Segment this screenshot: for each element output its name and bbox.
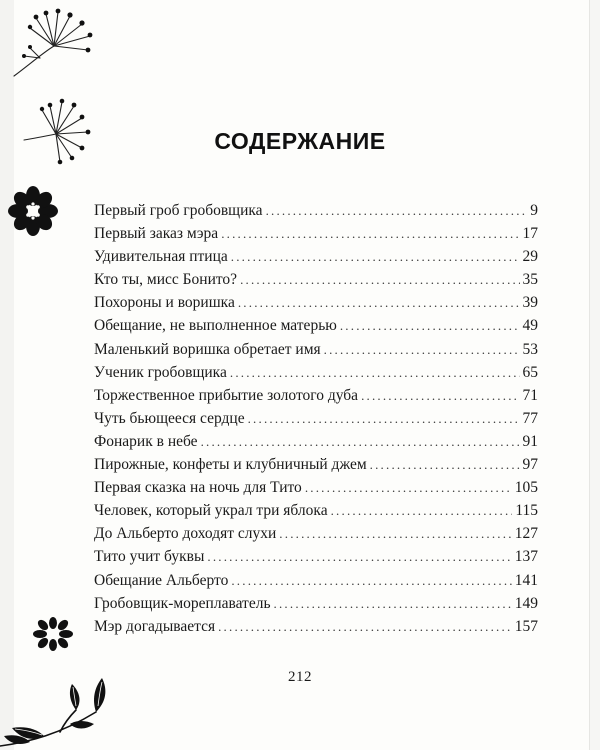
toc-entry-page: 91 bbox=[522, 432, 538, 450]
toc-entry-page: 35 bbox=[522, 271, 538, 289]
toc-entry-title: Гробовщик-мореплаватель bbox=[94, 594, 271, 612]
toc-entry-title: Человек, который украл три яблока bbox=[94, 502, 328, 520]
toc-entry[interactable] bbox=[94, 569, 538, 592]
toc-leader-dots bbox=[274, 592, 512, 615]
toc-entry-page: 141 bbox=[514, 571, 538, 589]
toc-entry-title: Удивительная птица bbox=[94, 248, 228, 266]
toc-leader-dots bbox=[238, 291, 520, 314]
toc-entry[interactable] bbox=[94, 545, 538, 568]
toc-entry-page: 149 bbox=[514, 594, 538, 612]
toc-leader-dots bbox=[266, 199, 528, 222]
toc-entry-title: Обещание, не выполненное матерью bbox=[94, 317, 337, 335]
toc-entry-title: Первый заказ мэра bbox=[94, 225, 219, 243]
toc-entry[interactable] bbox=[94, 407, 538, 430]
toc-entry[interactable] bbox=[94, 430, 538, 453]
toc-entry-title: Похороны и воришка bbox=[94, 294, 235, 312]
toc-entry-title: Мэр догадывается bbox=[94, 617, 216, 635]
toc-entry[interactable] bbox=[94, 245, 538, 268]
toc-entry-page: 77 bbox=[522, 409, 538, 427]
toc-leader-dots bbox=[361, 384, 519, 407]
toc-entry-title: Первая сказка на ночь для Тито bbox=[94, 479, 302, 497]
toc-entry-page: 127 bbox=[514, 525, 538, 543]
toc-entry-title: Тито учит буквы bbox=[94, 548, 205, 566]
toc-entry[interactable] bbox=[94, 499, 538, 522]
toc-entry[interactable] bbox=[94, 476, 538, 499]
toc-entry[interactable] bbox=[94, 592, 538, 615]
toc-entry[interactable] bbox=[94, 291, 538, 314]
black-flower-icon bbox=[8, 186, 58, 236]
toc-entry-title: Обещание Альберто bbox=[94, 571, 229, 589]
toc-entry-page: 9 bbox=[530, 202, 538, 219]
toc-entry-page: 49 bbox=[522, 317, 538, 335]
toc-entry[interactable] bbox=[94, 453, 538, 476]
toc-entry-page: 97 bbox=[522, 456, 538, 474]
toc-entry[interactable] bbox=[94, 615, 538, 638]
toc-entry-page: 29 bbox=[522, 248, 538, 266]
toc-entry[interactable] bbox=[94, 222, 538, 245]
toc-entry-page: 53 bbox=[522, 340, 538, 358]
toc-leader-dots bbox=[279, 522, 511, 545]
toc-entry[interactable] bbox=[94, 199, 538, 222]
toc-entry[interactable] bbox=[94, 522, 538, 545]
toc-leader-dots bbox=[331, 499, 513, 522]
toc-leader-dots bbox=[231, 569, 511, 592]
toc-leader-dots bbox=[324, 338, 520, 361]
page-edge bbox=[589, 0, 600, 750]
page-number: 212 bbox=[288, 669, 312, 685]
toc-leader-dots bbox=[218, 615, 512, 638]
toc-entry-page: 137 bbox=[514, 548, 538, 566]
toc-entry[interactable] bbox=[94, 338, 538, 361]
toc-entry-page: 39 bbox=[522, 294, 538, 312]
page-title: СОДЕРЖАНИЕ bbox=[214, 128, 386, 154]
table-of-contents bbox=[94, 199, 538, 638]
toc-entry-title: Первый гроб гробовщика bbox=[94, 202, 263, 219]
toc-leader-dots bbox=[370, 453, 520, 476]
toc-leader-dots bbox=[207, 545, 511, 568]
toc-leader-dots bbox=[201, 430, 520, 453]
toc-entry-title: Чуть бьющееся сердце bbox=[94, 409, 245, 427]
toc-entry[interactable] bbox=[94, 268, 538, 291]
toc-entry[interactable] bbox=[94, 314, 538, 337]
toc-leader-dots bbox=[248, 407, 520, 430]
small-flower-icon bbox=[33, 617, 73, 651]
toc-entry-page: 71 bbox=[522, 386, 538, 404]
toc-entry-title: Ученик гробовщика bbox=[94, 363, 227, 381]
toc-leader-dots bbox=[240, 268, 519, 291]
toc-entry-title: Пирожные, конфеты и клубничный джем bbox=[94, 456, 367, 474]
toc-entry-page: 157 bbox=[514, 617, 538, 635]
toc-entry-title: До Альберто доходят слухи bbox=[94, 525, 277, 543]
toc-entry-page: 65 bbox=[522, 363, 538, 381]
leaf-branch-icon bbox=[0, 672, 120, 750]
toc-entry[interactable] bbox=[94, 361, 538, 384]
toc-entry[interactable] bbox=[94, 384, 538, 407]
dandelion-sprig-icon bbox=[10, 4, 100, 78]
toc-entry-page: 105 bbox=[514, 479, 538, 497]
toc-entry-title: Фонарик в небе bbox=[94, 432, 198, 450]
page-gutter bbox=[0, 0, 14, 750]
toc-entry-page: 17 bbox=[522, 225, 538, 243]
toc-leader-dots bbox=[340, 314, 520, 337]
toc-entry-title: Торжественное прибытие золотого дуба bbox=[94, 386, 359, 404]
toc-entry-title: Кто ты, мисс Бонито? bbox=[94, 271, 238, 289]
toc-leader-dots bbox=[230, 361, 520, 384]
toc-leader-dots bbox=[231, 245, 520, 268]
toc-entry-title: Маленький воришка обретает имя bbox=[94, 340, 321, 358]
toc-leader-dots bbox=[221, 222, 519, 245]
toc-entry-page: 115 bbox=[515, 502, 538, 520]
toc-leader-dots bbox=[305, 476, 512, 499]
